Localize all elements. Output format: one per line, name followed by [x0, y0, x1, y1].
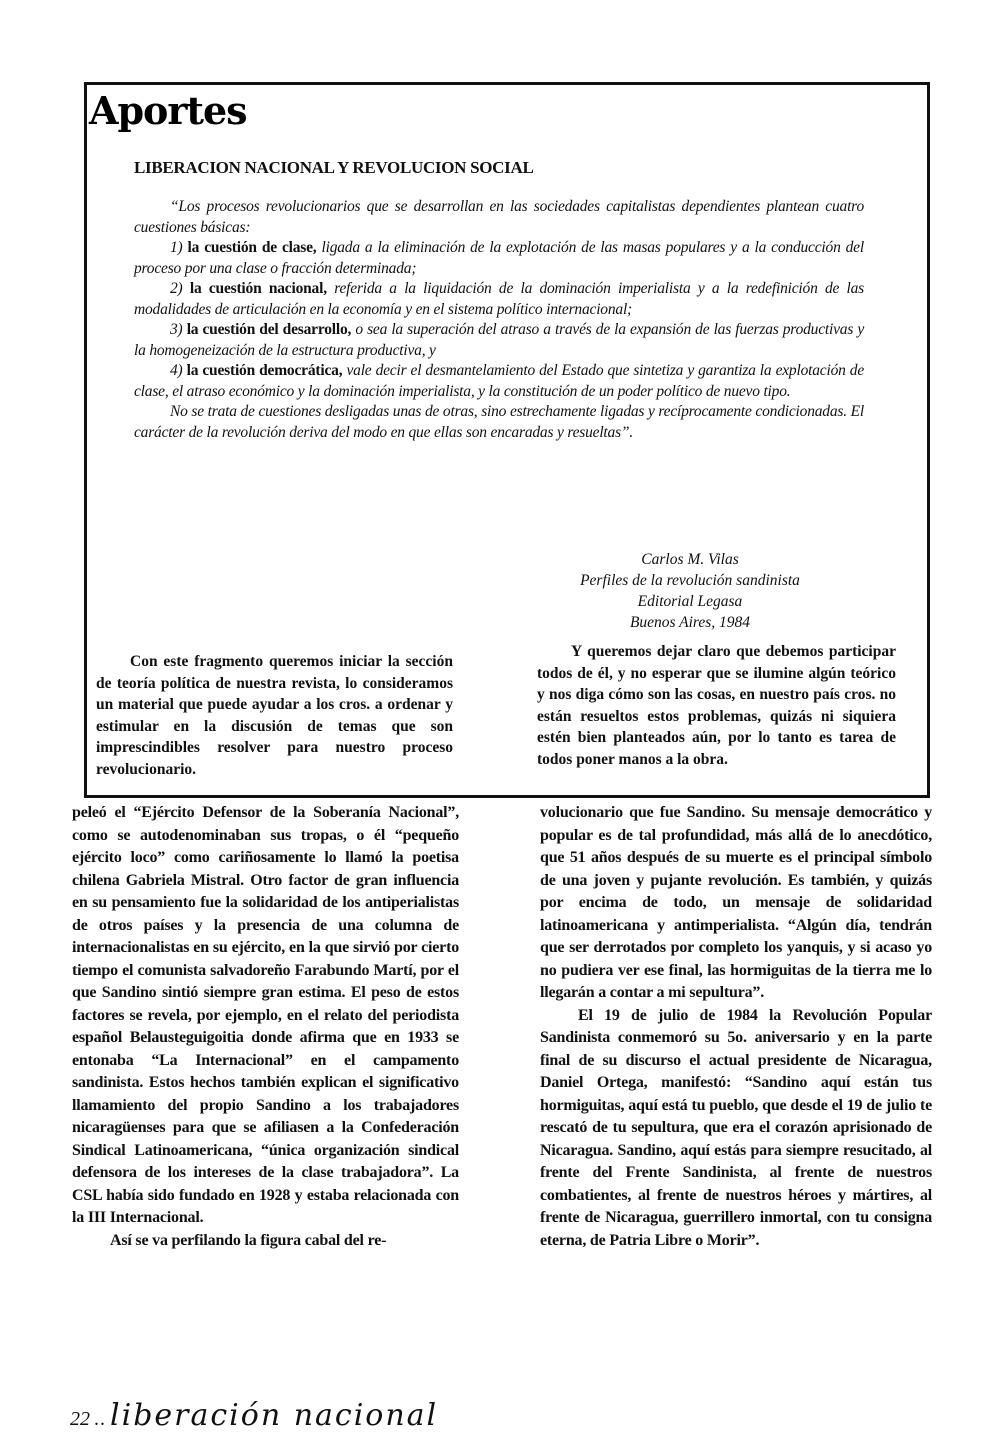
body-paragraph: peleó el “Ejército Defensor de la Soberanía Nacional”, como se autodenominaban sus tropas, o él “pequeño ejército loco” como cariñosamente lo llamó la poetisa chilena Gabriela Mistral. Otro factor de gran influencia en su pensamiento fue la solidaridad de los antiperialistas de otros países y la presencia de una columna de internacionalistas en su ejército, en la que sirvió por cierto tiempo el comunista salvadoreño Farabundo Martí, por el que Sandino sintió siempre gran estima. El peso de estos factores se revela, por ejemplo, en el relato del periodista español Belausteguigoitia donde afirma que en 1933 se entonaba “La Internacional” en el campamento sandinista. Estos hechos también explican el significativo llamamiento del propio Sandino a los trabajadores nicaragüenses para que se afiliasen a la Confederación Sindical Latinoamericana, “única organización sindical defensora de los intereses de la clase trabajadora”. La CSL había sido fundado en 1928 y estaba relacionada con la III Internacional. — [72, 804, 459, 1226]
footer-separator: .. — [94, 1408, 106, 1430]
page-footer — [70, 1398, 438, 1438]
article-title: LIBERACION NACIONAL Y REVOLUCION SOCIAL — [134, 158, 534, 177]
quotation — [134, 197, 864, 443]
attribution-place: Buenos Aires, 1984 — [629, 614, 751, 631]
quote-item: 4) la cuestión democrática, vale decir el desmantelamiento del Estado que sintetiza y garantiza la explotación de clase, el atraso económico y la dominación imperialista, y la constitución de un poder político de nuevo tipo. — [134, 362, 864, 400]
attribution-author: Carlos M. Vilas — [641, 551, 739, 568]
editorial-intro-left: Con este fragmento queremos iniciar la sección de teoría política de nuestra revista, lo consideramos un material que puede ayudar a los cros. a ordenar y estimular en la discusión de temas que son imprescindibles resolver para nuestro proceso revolucionario. — [96, 653, 453, 778]
body-column-left — [72, 802, 459, 1252]
quote-intro: “Los procesos revolucionarios que se desarrollan en las sociedades capitalistas dependientes plantean cuatro cuestiones básicas: — [134, 198, 864, 236]
attribution-publisher: Editorial Legasa — [637, 593, 743, 610]
section-heading: Aportes — [89, 88, 247, 133]
quote-item: 3) la cuestión del desarrollo, o sea la superación del atraso a través de la expansión de las fuerzas productivas y la homogeneización de la estructura productiva, y — [134, 321, 865, 359]
quote-item: 1) la cuestión de clase, ligada a la eliminación de la explotación de las masas populares y a la conducción del proceso por una clase o fracción determinada; — [134, 239, 864, 277]
body-column-right — [540, 802, 932, 1252]
body-paragraph: volucionario que fue Sandino. Su mensaje democrático y popular es de tal profundidad, más allá de lo anecdótico, que 51 años después de su muerte es el principal símbolo de una joven y pujante revolución. Es también, y quizás por encima de todo, un mensaje de solidaridad latinoamericana y antimperialista. “Algún día, tendrán que ser derrotados por completo los yanquis, y si acaso yo no pudiera ver ese final, las hormiguitas de la tierra me lo llegarán a contar a mi sepultura”. — [540, 804, 932, 1001]
body-paragraph: El 19 de julio de 1984 la Revolución Popular Sandinista conmemoró su 5o. aniversario y en la parte final de su discurso el actual presidente de Nicaragua, Daniel Ortega, manifestó: “Sandino aquí están tus hormiguitas, aquí está tu pueblo, que desde el 19 de julio te rescató de tu sepultura, que era el corazón aprisionado de Nicaragua. Sandino, aquí estás para siempre resucitado, al frente del Frente Sandinista, al frente de nuestros combatientes, al frente de nuestros héroes y mártires, al frente de Nicaragua, guerrillero inmortal, con tu consigna eterna, de Patria Libre o Morir”. — [540, 1006, 932, 1249]
body-paragraph: Así se va perfilando la figura cabal del re- — [110, 1231, 387, 1249]
attribution-book: Perfiles de la revolución sandinista — [580, 572, 800, 589]
quote-closing: No se trata de cuestiones desligadas unas de otras, sino estrechamente ligadas y recíprocamente condicionadas. El carácter de la revolución deriva del modo en que ellas son encaradas y resueltas”. — [134, 403, 864, 441]
masthead-logo: liberación nacional — [110, 1398, 439, 1433]
page-number: 22 — [70, 1408, 90, 1430]
quote-item: 2) la cuestión nacional, referida a la liquidación de la dominación imperialista y a la redefinición de las modalidades de articulación en la economía y en el sistema político internacional; — [134, 280, 864, 318]
editorial-intro-right: Y queremos dejar claro que debemos participar todos de él, y no esperar que se ilumine algún teórico y nos diga cómo son las cosas, en nuestro país cros. no están resueltos estos problemas, quizás ni siquiera estén bien planteados aún, por lo tanto es tarea de todos poner manos a la obra. — [537, 643, 896, 768]
attribution — [560, 549, 820, 633]
